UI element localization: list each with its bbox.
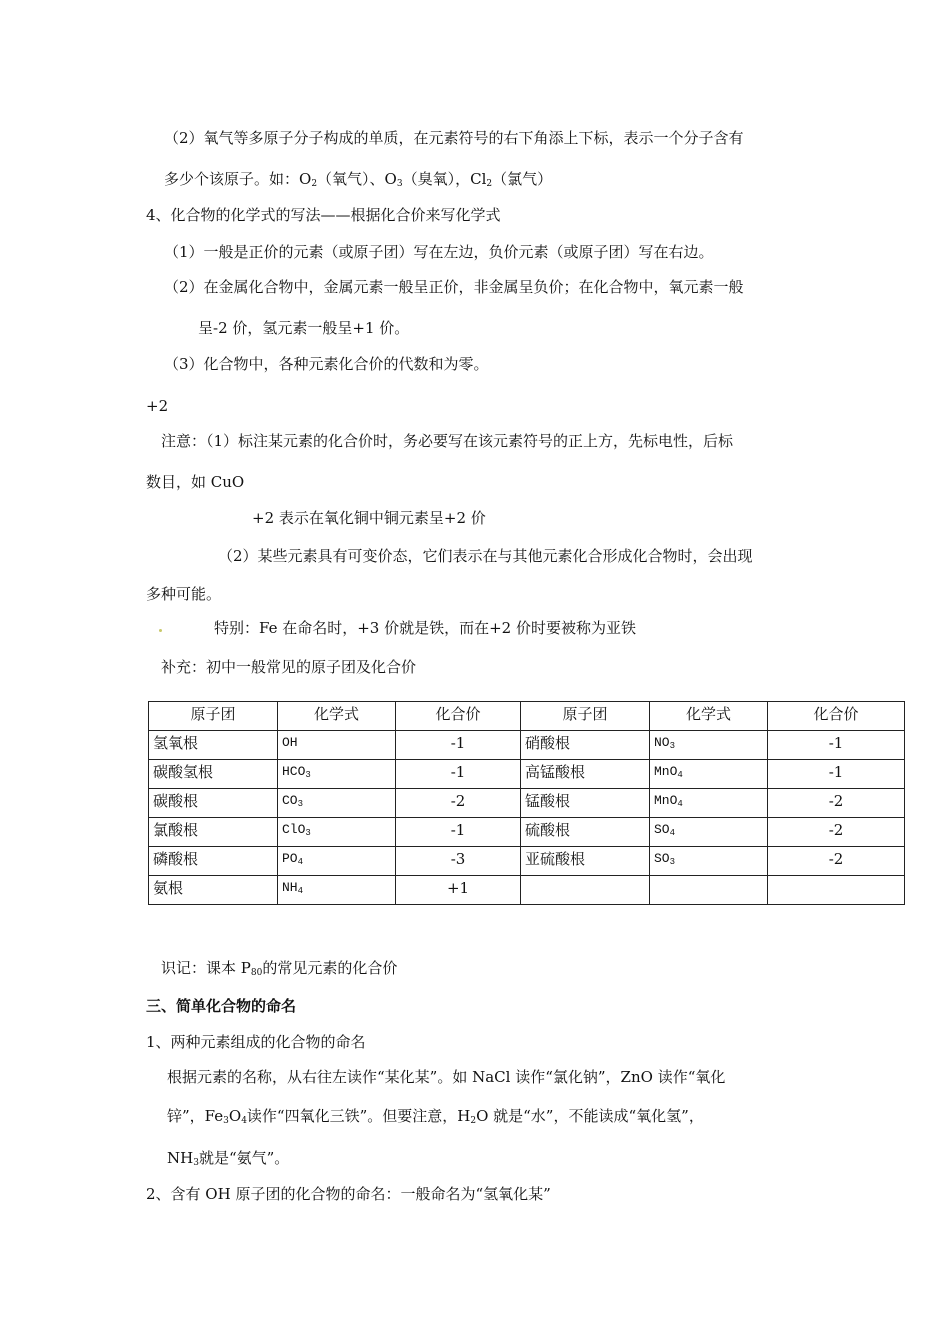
radical-valence: -1 [396, 760, 521, 789]
para-rule-2-cont: 呈-2 价，氢元素一般呈+1 价。 [198, 319, 410, 337]
para-note-1: 注意：（1）标注某元素的化合价时，务必要写在该元素符号的正上方，先标电性，后标 [161, 432, 734, 450]
radical-name: 锰酸根 [521, 789, 650, 818]
para-supplement: 补充：初中一般常见的原子团及化合价 [161, 658, 417, 676]
radical-name: 磷酸根 [149, 847, 278, 876]
valence-superscript: +2 [146, 397, 169, 415]
table-row [149, 789, 905, 818]
header-cell: 化合价 [768, 702, 905, 731]
radical-name: 碳酸根 [149, 789, 278, 818]
radical-formula: $SO_4$ [650, 818, 768, 847]
para-memorize: 识记：课本 $P_{80}$的常见元素的化合价 [161, 959, 398, 978]
radical-formula: MnO$_4$ [650, 760, 768, 789]
para-note-2: （2）某些元素具有可变价态，它们表示在与其他元素化合形成化合物时，会出现 [218, 547, 753, 565]
radical-formula: $NH_4$ [278, 876, 396, 905]
table-row [149, 731, 905, 760]
radical-name [521, 876, 650, 905]
para-diatomic-examples: 多少个该原子。如：$O_2$（氧气）、$O_3$（臭氧），$Cl_2$（氯气） [164, 170, 553, 189]
radical-valence: -1 [768, 731, 905, 760]
radical-valence: -2 [396, 789, 521, 818]
radical-name: 氨根 [149, 876, 278, 905]
para-ammonia: $NH_3$就是“氨气”。 [167, 1149, 290, 1168]
section-heading-naming: 三、简单化合物的命名 [146, 997, 297, 1015]
radical-name: 高锰酸根 [521, 760, 650, 789]
para-binary-naming: 根据元素的名称，从右往左读作“某化某”。如 NaCl 读作“氯化钠”，ZnO 读作“氧化 [167, 1068, 726, 1086]
table-header-row [149, 702, 905, 731]
radical-valence: -3 [396, 847, 521, 876]
table-row [149, 876, 905, 905]
radical-formula: ClO$_3$ [278, 818, 396, 847]
radical-name: 硝酸根 [521, 731, 650, 760]
radical-valence: -2 [768, 847, 905, 876]
header-cell: 化学式 [650, 702, 768, 731]
radical-formula: $NO_3$ [650, 731, 768, 760]
radical-name: 亚硫酸根 [521, 847, 650, 876]
radical-valence: -1 [396, 731, 521, 760]
header-cell: 化合价 [396, 702, 521, 731]
header-cell: 原子团 [521, 702, 650, 731]
radical-name: 碳酸氢根 [149, 760, 278, 789]
radical-valence: -1 [768, 760, 905, 789]
radical-formula [650, 876, 768, 905]
radical-name: 硫酸根 [521, 818, 650, 847]
radical-formula: $HCO_3$ [278, 760, 396, 789]
radical-name: 氢氧根 [149, 731, 278, 760]
para-binary-naming-cont: 锌”，$Fe_3O_4$读作“四氧化三铁”。但要注意，$H_2O$ 就是“水”，不能读成“氧化氢”， [167, 1107, 704, 1126]
header-cell: 化学式 [278, 702, 396, 731]
radical-formula: $PO_4$ [278, 847, 396, 876]
para-note-1-explain: +2 表示在氧化铜中铜元素呈+2 价 [252, 509, 486, 527]
heading-binary-naming: 1、两种元素组成的化合物的命名 [146, 1033, 366, 1051]
heading-hydroxide-naming: 2、含有 OH 原子团的化合物的命名：一般命名为“氢氧化某” [146, 1185, 551, 1203]
radical-valence: -2 [768, 789, 905, 818]
para-rule-2: （2）在金属化合物中，金属元素一般呈正价，非金属呈负价；在化合物中，氧元素一般 [164, 278, 744, 296]
radical-valence: -2 [768, 818, 905, 847]
para-diatomic-rule: （2）氧气等多原子分子构成的单质，在元素符号的右下角添上下标，表示一个分子含有 [164, 129, 744, 147]
table-row [149, 818, 905, 847]
radical-formula: MnO$_4$ [650, 789, 768, 818]
para-note-1-cont: 数目，如 CuO [146, 473, 245, 491]
radical-formula: OH [278, 731, 396, 760]
radical-valence: +1 [396, 876, 521, 905]
para-note-2-cont: 多种可能。 [146, 585, 222, 603]
radical-formula: $CO_3$ [278, 789, 396, 818]
speck-mark [159, 629, 162, 632]
para-rule-1: （1）一般是正价的元素（或原子团）写在左边，负价元素（或原子团）写在右边。 [164, 243, 714, 261]
radical-valence: -1 [396, 818, 521, 847]
table-row [149, 760, 905, 789]
radical-valence [768, 876, 905, 905]
radical-valence-table [148, 701, 905, 905]
header-cell: 原子团 [149, 702, 278, 731]
radical-name: 氯酸根 [149, 818, 278, 847]
heading-compound-formula: 4、化合物的化学式的写法——根据化合价来写化学式 [146, 206, 501, 224]
radical-formula: $SO_3$ [650, 847, 768, 876]
para-special-fe: 特别：Fe 在命名时，+3 价就是铁，而在+2 价时要被称为亚铁 [214, 619, 636, 637]
table-row [149, 847, 905, 876]
para-rule-3: （3）化合物中，各种元素化合价的代数和为零。 [164, 355, 489, 373]
